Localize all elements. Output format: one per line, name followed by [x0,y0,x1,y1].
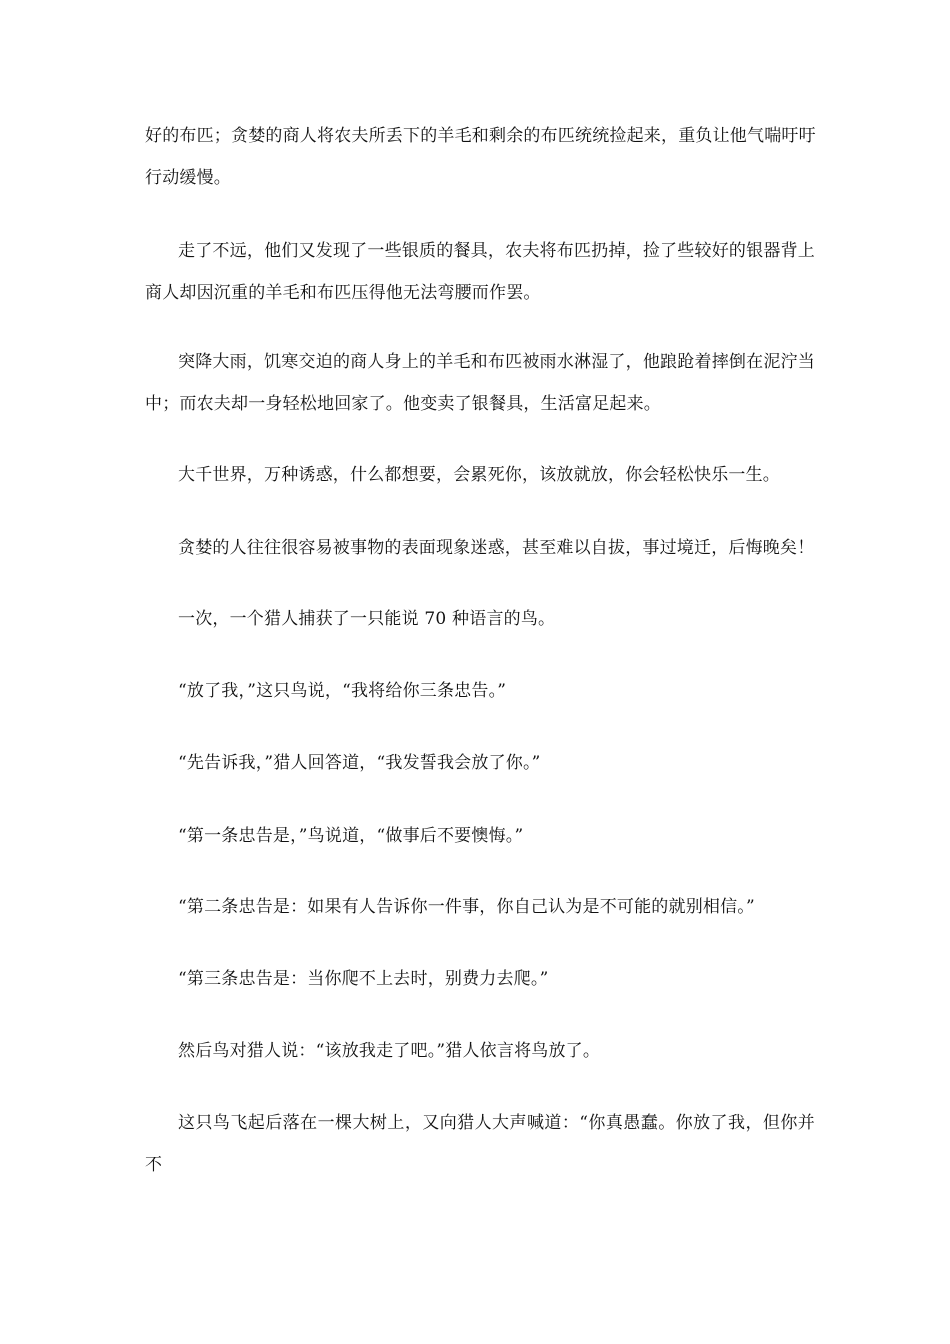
paragraph-line: 这只鸟飞起后落在一棵大树上，又向猎人大声喊道：“你真愚蠢。你放了我，但你并 [178,1113,815,1133]
paragraph-line: 不 [145,1155,163,1175]
paragraph-line: “先告诉我，”猎人回答道，“我发誓我会放了你。” [178,753,541,773]
paragraph-line: 一次，一个猎人捕获了一只能说 70 种语言的鸟。 [178,609,556,629]
paragraph-line: 大千世界，万种诱惑，什么都想要，会累死你，该放就放，你会轻松快乐一生。 [178,465,780,485]
paragraph-line: 突降大雨，饥寒交迫的商人身上的羊毛和布匹被雨水淋湿了，他踉跄着摔倒在泥泞当 [178,352,815,372]
paragraph-line: 商人却因沉重的羊毛和布匹压得他无法弯腰而作罢。 [145,283,541,303]
paragraph-line: “第一条忠告是，”鸟说道，“做事后不要懊悔。” [178,826,524,846]
paragraph-line: 走了不远，他们又发现了一些银质的餐具，农夫将布匹扔掉，捡了些较好的银器背上 [178,241,815,261]
paragraph-line: “第三条忠告是：当你爬不上去时，别费力去爬。” [178,969,549,989]
paragraph-line: 贪婪的人往往很容易被事物的表面现象迷惑，甚至难以自拔，事过境迁，后悔晚矣！ [178,538,815,558]
paragraph-line: 中；而农夫却一身轻松地回家了。他变卖了银餐具，生活富足起来。 [145,394,661,414]
paragraph-line: “放了我，”这只鸟说，“我将给你三条忠告。” [178,681,507,701]
paragraph-line: “第二条忠告是：如果有人告诉你一件事，你自己认为是不可能的就别相信。” [178,897,755,917]
paragraph-line: 好的布匹；贪婪的商人将农夫所丢下的羊毛和剩余的布匹统统捡起来，重负让他气喘吁吁 [145,126,816,146]
paragraph-line: 行动缓慢。 [145,168,231,188]
paragraph-line: 然后鸟对猎人说：“该放我走了吧。”猎人依言将鸟放了。 [178,1041,601,1061]
